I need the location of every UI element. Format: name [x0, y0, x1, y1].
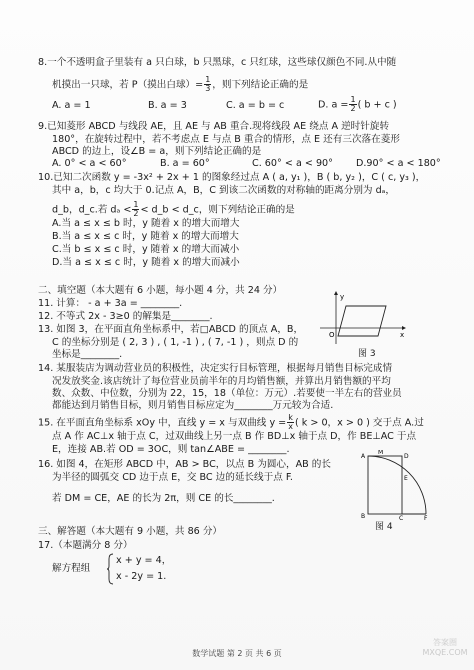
fig4-label-m: M [378, 450, 384, 456]
q9-line2: 180°，在旋转过程中，若不考虑点 E 与点 B 重合的情形，点 E 还有三次落在菱形 [52, 134, 400, 145]
q9-option-c: C. 60° < a < 90° [252, 158, 333, 169]
q14-line4: 都能达到月销售目标，则月销售目标应定为________万元较为合适. [52, 400, 334, 411]
fig3-y-label: y [340, 293, 345, 301]
q9-option-b: B. a = 60° [160, 158, 210, 169]
page-footer: 数学试题 第 2 页 共 6 页 [192, 649, 282, 658]
q17-title: 17.（本题满分 8 分） [38, 540, 133, 551]
section3-title: 三、解答题（本大题有 9 小题，共 86 分） [38, 526, 223, 537]
q9-line3: ABCD 的边上，设∠B = a，则下列结论正确的是 [52, 146, 262, 157]
fig3-parallelogram [338, 306, 386, 336]
q10-line3 [52, 201, 295, 218]
q17-equation-2: x - 2y = 1. [116, 571, 167, 582]
fig4-label-b: B [361, 513, 366, 520]
q10-fraction [132, 201, 139, 218]
fig4-label-d: D [404, 453, 409, 460]
q15-line1 [38, 414, 424, 431]
section2-title: 二、填空题（本大题有 6 小题，每小题 4 分，共 24 分） [38, 285, 283, 296]
q8-optd-post: ( b + c ) [357, 99, 397, 111]
q16-line1: 16. 如图 4，在矩形 ABCD 中，AB > BC，以点 B 为圆心，AB 的长 [38, 459, 331, 470]
q10-frac-den: 2 [133, 209, 139, 218]
q9-line1: 9.已知菱形 ABCD 与线段 AE，且 AE 与 AB 重合.现将线段 AE 绕点 A 逆时针旋转 [38, 121, 390, 132]
q16-line3: 若 DM = CE，AE 的长为 2π，则 CE 的长________. [52, 493, 275, 504]
q8-line1: 8.一个不透明盒子里装有 a 只白球，b 只黑球，c 只红球，这些球仅颜色不同.从中随 [38, 57, 397, 68]
q13-line1: 13. 如图 3，在平面直角坐标系中，若□ABCD 的顶点 A，B， [38, 324, 304, 335]
q8-optd-den: 2 [350, 104, 356, 113]
q15-line3: E，连接 AB.若 OD = 3OC，则 tan∠ABE = ________. [52, 444, 290, 455]
fig3-origin-label: O [329, 331, 335, 339]
fig3-caption: 图 3 [358, 349, 376, 359]
q17-prompt: 解方程组 [52, 563, 91, 574]
q14-line1: 14. 某服装店为调动营业员的积极性，决定实行目标管理，根据每月销售目标完成情 [38, 363, 393, 374]
fig4-rectangle [368, 456, 402, 514]
q8-optd-frac [349, 96, 356, 113]
q8-optd-num: 1 [350, 95, 356, 104]
q11: 11. 计算： - a + 3a = ________. [38, 298, 183, 309]
fig4-caption: 图 4 [375, 522, 393, 532]
fig3-x-arrow [402, 326, 406, 330]
q16-line2: 为半径的圆弧交 CD 边于点 E，交 BC 边的延长线于点 F. [52, 472, 293, 483]
q10-option-b: B.当 a ≤ x ≤ c 时，y 随着 x 的增大而增大 [52, 231, 239, 242]
q15-frac-den: x [288, 422, 293, 431]
fig4-label-e: E [404, 475, 408, 482]
q15-frac-num: k [288, 413, 293, 422]
q13-line3: 坐标是________. [52, 349, 123, 360]
q10-line2: 其中 a，b，c 均大于 0.记点 A，B，C 到该二次函数的对称轴的距离分别为 dₐ， [52, 185, 396, 196]
q8-line2-post: ，则下列结论正确的是 [212, 79, 309, 91]
q10-line3-post: < d_b < d_c，则下列结论正确的是 [140, 204, 295, 216]
fig4-label-c: C [399, 515, 404, 520]
q8-line2-pre: 机摸出一只球，若 P（摸出白球）= [52, 79, 204, 91]
fig4-label-a: A [361, 453, 366, 460]
q10-frac-num: 1 [133, 200, 139, 209]
q10-option-c: C.当 b ≤ x ≤ c 时，y 随着 x 的增大而减小 [52, 244, 240, 255]
q17-brace [106, 553, 114, 585]
q8-frac-den: 3 [205, 84, 211, 93]
q10-option-a: A.当 a ≤ x ≤ b 时，y 随着 x 的增大而增大 [52, 218, 240, 229]
q13-line2: C 的坐标分别是 ( 2, 3 ) , ( 1, -1 ) , ( 7, -1 ) ，则点 D 的 [52, 337, 299, 348]
fig3-x-label: x [400, 331, 405, 339]
q8-option-d [318, 96, 397, 113]
fig4-label-f: F [424, 515, 428, 520]
q17-equation-1: x + y = 4， [116, 555, 172, 566]
fig4-arc [368, 456, 426, 514]
q8-line2 [52, 76, 308, 93]
q8-option-b: B. a = 3 [148, 100, 187, 111]
fig3-y-arrow [334, 291, 338, 295]
q8-frac-num: 1 [205, 75, 211, 84]
q15-line1-post: ( k > 0，x > 0 ) 交于点 A.过 [294, 417, 424, 429]
q10-line1: 10.已知二次函数 y = -3x² + 2x + 1 的图象经过点 A ( a, y₁ )，B ( b, y₂ )，C ( c, y₃ )， [38, 172, 426, 183]
q15-fraction [287, 414, 294, 431]
q10-option-d: D.当 a ≤ x ≤ c 时，y 随着 x 的增大而减小 [52, 257, 240, 268]
q8-optd-pre: D. a = [318, 99, 349, 111]
q9-option-d: D.90° < a < 180° [356, 158, 441, 169]
q10-line3-pre: d_b，d_c.若 dₐ < [52, 204, 132, 216]
figure-3 [316, 290, 408, 346]
watermark-logo: 答案圈 MXQE.COM [422, 638, 468, 657]
q12: 12. 不等式 2x - 3≥0 的解集是________. [38, 311, 213, 322]
figure-4 [358, 450, 432, 520]
q9-option-a: A. 0° < a < 60° [52, 158, 127, 169]
q14-line3: 数、众数、中位数，分别为 22，15，18（单位：万元）.若要使一半左右的营业员 [52, 388, 402, 399]
q15-line2: 点 A 作 AC⊥x 轴于点 C，过双曲线上另一点 B 作 BD⊥x 轴于点 D，作 BE⊥AC 于点 [52, 431, 417, 442]
q8-fraction [204, 76, 211, 93]
q8-option-a: A. a = 1 [52, 100, 91, 111]
q14-line2: 况发放奖金.该店统计了每位营业员前半年的月均销售额，并算出月销售额的平均 [52, 376, 391, 387]
q15-line1-pre: 15. 在平面直角坐标系 xOy 中，直线 y = x 与双曲线 y = [38, 417, 287, 429]
q8-option-c: C. a = b = c [226, 100, 285, 111]
